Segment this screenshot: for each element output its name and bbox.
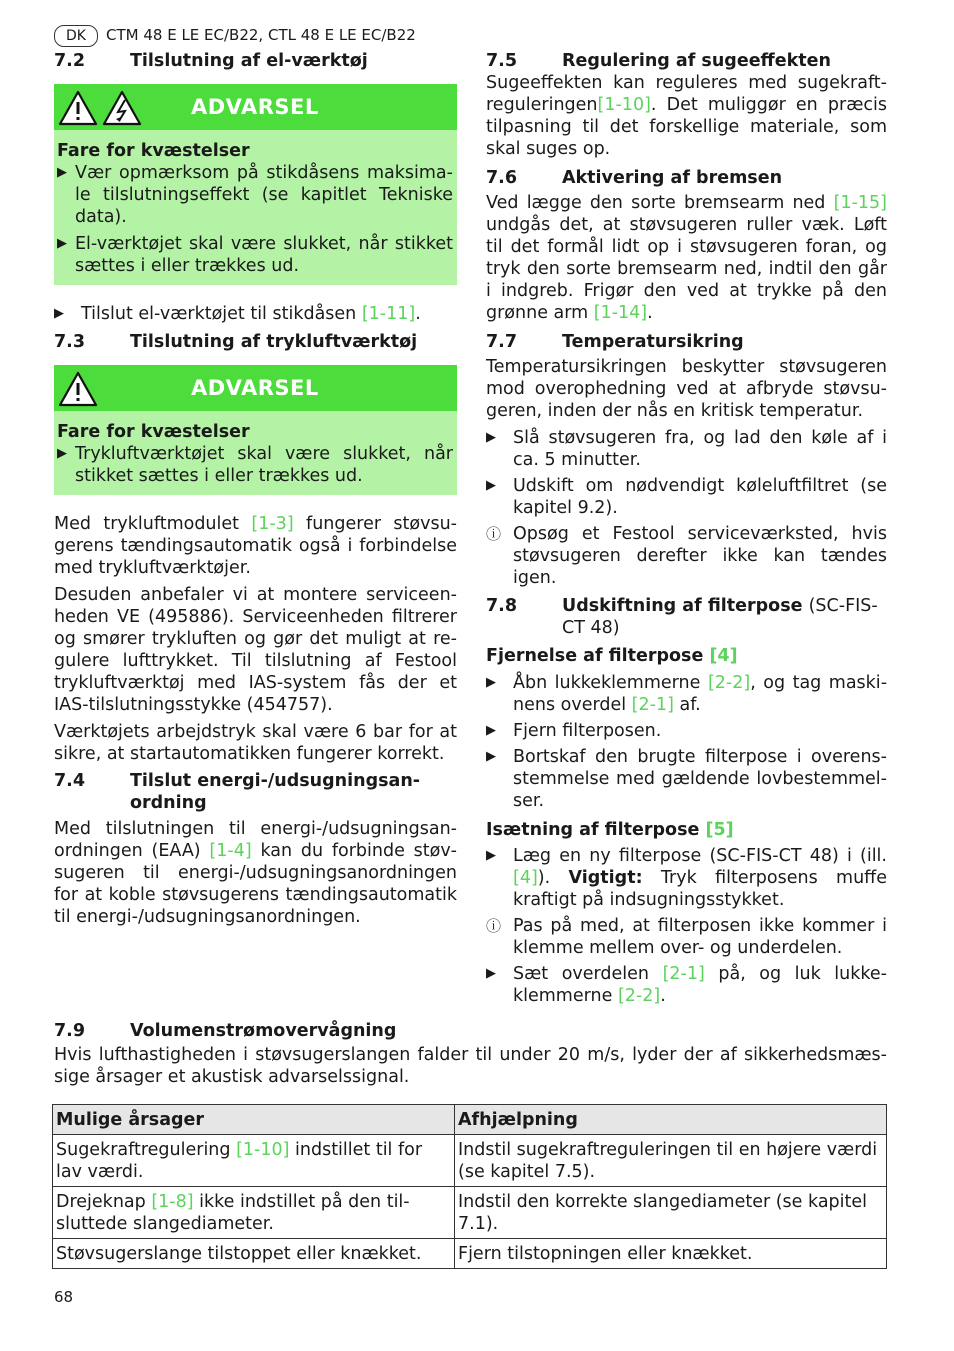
model-header: CTM 48 E LE EC/B22, CTL 48 E LE EC/B22 — [106, 26, 416, 44]
language-badge: DK — [54, 25, 98, 47]
paragraph: Med trykluftmodulet [1-3] fungerer støvsugerens tændingsautomatik også i forbindelse med trykluftværktøjer. — [54, 514, 457, 578]
warning-title: ADVARSEL — [191, 376, 319, 400]
instruction-item: ▶ Åbn lukkeklemmerne [2-2], og tag maskinens overdel [2-1] af. — [486, 673, 888, 715]
paragraph: Hvis lufthastigheden i støvsugerslangen falder til under 20 m/s, lyder der af sikkerhedsmæssige årsager et akustisk advarselssignal. — [54, 1045, 887, 1087]
warning-item: ▶ El-værktøjet skal være slukket, når stikket sættes i eller trækkes ud. — [57, 234, 453, 276]
info-icon: ⓘ — [486, 525, 502, 543]
subheading-insertion: Isætning af filterpose [5] — [486, 820, 734, 840]
triangle-bullet-icon: ▶ — [486, 478, 496, 493]
info-item: ⓘ Opsøg et Festool serviceværksted, hvis støvsugeren derefter ikke kan tændes igen. — [486, 524, 887, 588]
warning-bar — [54, 365, 457, 411]
warning-item: ▶ Trykluftværktøjet skal være slukket, når stikket sættes i eller trækkes ud. — [57, 444, 453, 486]
table-cell: Fjern tilstopningen eller knækket. — [455, 1239, 887, 1269]
paragraph: Sugeeffekten kan reguleres med sugekraftreguleringen[1-10]. Det muliggør en præcis tilpasning til det forskellige materiale, som skal suges op. — [486, 73, 887, 159]
warning-triangle-icon — [58, 90, 98, 126]
paragraph: Desuden anbefaler vi at montere serviceenheden VE (495886). Serviceenheden filtrerer og smører trykluften og gør det muligt at regulere lufttrykket. Til tilslutning af Festool trykluftværktøj med IAS-system fås der et IAS-tilslutningsstykke (454757). — [54, 585, 457, 715]
column-header: Afhjælpning — [455, 1105, 887, 1135]
table-header-row — [53, 1105, 887, 1135]
warning-box-compressed-air — [54, 365, 457, 495]
table-row — [53, 1135, 887, 1187]
hazard-label: Fare for kvæstelser — [57, 422, 250, 442]
warning-box-electric — [54, 84, 457, 285]
triangle-bullet-icon: ▶ — [486, 848, 496, 863]
table-cell: Indstil sugekraftreguleringen til en højere værdi (se kapitel 7.5). — [455, 1135, 887, 1187]
table-cell: Indstil den korrekte slangediameter (se kapitel 7.1). — [455, 1187, 887, 1239]
electric-hazard-icon — [102, 90, 142, 126]
section-7-6-heading: 7.6 Aktivering af bremsen — [486, 168, 783, 188]
section-7-2-heading: 7.2 Tilslutning af el-værktøj — [54, 51, 368, 71]
section-7-3-heading: 7.3 Tilslutning af trykluftværktøj — [54, 332, 418, 352]
triangle-bullet-icon: ▶ — [486, 430, 496, 445]
info-item: ⓘ Pas på med, at filterposen ikke kommer i klemme mellem over- og underdelen. — [486, 916, 887, 958]
left-column — [54, 50, 457, 928]
triangle-bullet-icon: ▶ — [57, 165, 67, 180]
instruction-item: ▶ Udskift om nødvendigt køleluftfiltret (se kapitel 9.2). — [486, 476, 887, 518]
table-cell: Støvsugerslange tilstoppet eller knækket. — [53, 1239, 455, 1269]
warning-item: ▶ Vær opmærksom på stikdåsens maksimale tilslutningseffekt (se kapitlet Tekniske data). — [57, 163, 453, 227]
table-row — [53, 1187, 887, 1239]
triangle-bullet-icon: ▶ — [54, 306, 64, 321]
section-7-4-heading: 7.4 Tilslut energi-/udsugningsanordning — [54, 771, 421, 813]
triangle-bullet-icon: ▶ — [486, 749, 496, 764]
paragraph: Temperatursikringen beskytter støvsugeren mod overophedning ved at afbryde støvsugeren, inden der nås en kritisk temperatur. — [486, 357, 887, 421]
instruction-item: ▶ Fjern filterposen. — [486, 721, 662, 741]
info-icon: ⓘ — [486, 917, 502, 935]
warning-title: ADVARSEL — [191, 95, 319, 119]
column-header: Mulige årsager — [53, 1105, 455, 1135]
warning-triangle-icon — [58, 371, 98, 407]
triangle-bullet-icon: ▶ — [57, 236, 67, 251]
table-cell: Drejeknap [1-8] ikke indstillet på den tilsluttede slangediameter. — [53, 1187, 455, 1239]
section-7-9 — [54, 1020, 887, 1088]
triangle-bullet-icon: ▶ — [486, 723, 496, 738]
warning-bar — [54, 84, 457, 130]
section-7-8-heading: 7.8 Udskiftning af filterpose (SC-FIS-CT 48) — [486, 596, 878, 638]
right-column — [486, 50, 887, 1007]
hazard-label: Fare for kvæstelser — [57, 141, 250, 161]
instruction-item: ▶ Tilslut el-værktøjet til stikdåsen [1-11]. — [54, 304, 421, 324]
triangle-bullet-icon: ▶ — [57, 446, 67, 461]
section-7-9-heading: 7.9 Volumenstrømovervågning — [54, 1021, 397, 1041]
instruction-item: ▶ Bortskaf den brugte filterpose i overensstemmelse med gældende lovbestemmelser. — [486, 747, 887, 811]
instruction-item: ▶ Slå støvsugeren fra, og lad den køle af i ca. 5 minutter. — [486, 428, 887, 470]
page-number: 68 — [54, 1288, 74, 1306]
subheading-removal: Fjernelse af filterpose [4] — [486, 646, 738, 666]
troubleshooting-table — [52, 1104, 887, 1269]
paragraph: Med tilslutningen til energi-/udsugningsanordningen (EAA) [1-4] kan du forbinde støvsugeren til energi-/udsugningsanordningen for at koble støvsugerens tændingsautomatik til energi-/udsugningsanordningen. — [54, 819, 457, 927]
paragraph: Værktøjets arbejdstryk skal være 6 bar for at sikre, at startautomatikken fungerer korrekt. — [54, 722, 457, 764]
paragraph: Ved lægge den sorte bremsearm ned [1-15] undgås det, at støvsugeren ruller væk. Løft til det formål lidt op i støvsugeren foran, og tryk den sorte bremsearm ned, indtil den går i indgreb. Frigør den ved at trykke på den grønne arm [1-14]. — [486, 193, 887, 323]
triangle-bullet-icon: ▶ — [486, 966, 496, 981]
triangle-bullet-icon: ▶ — [486, 675, 496, 690]
instruction-item: ▶ Læg en ny filterpose (SC-FIS-CT 48) i (ill. [4]). Vigtigt: Tryk filterposens muffe kraftigt på indsugningsstykket. — [486, 846, 888, 910]
table-cell: Sugekraftregulering [1-10] indstillet til for lav værdi. — [53, 1135, 455, 1187]
section-7-7-heading: 7.7 Temperatursikring — [486, 332, 744, 352]
table-row — [53, 1239, 887, 1269]
instruction-item: ▶ Sæt overdelen [2-1] på, og luk lukkeklemmerne [2-2]. — [486, 964, 887, 1006]
section-7-5-heading: 7.5 Regulering af sugeeffekten — [486, 51, 831, 71]
